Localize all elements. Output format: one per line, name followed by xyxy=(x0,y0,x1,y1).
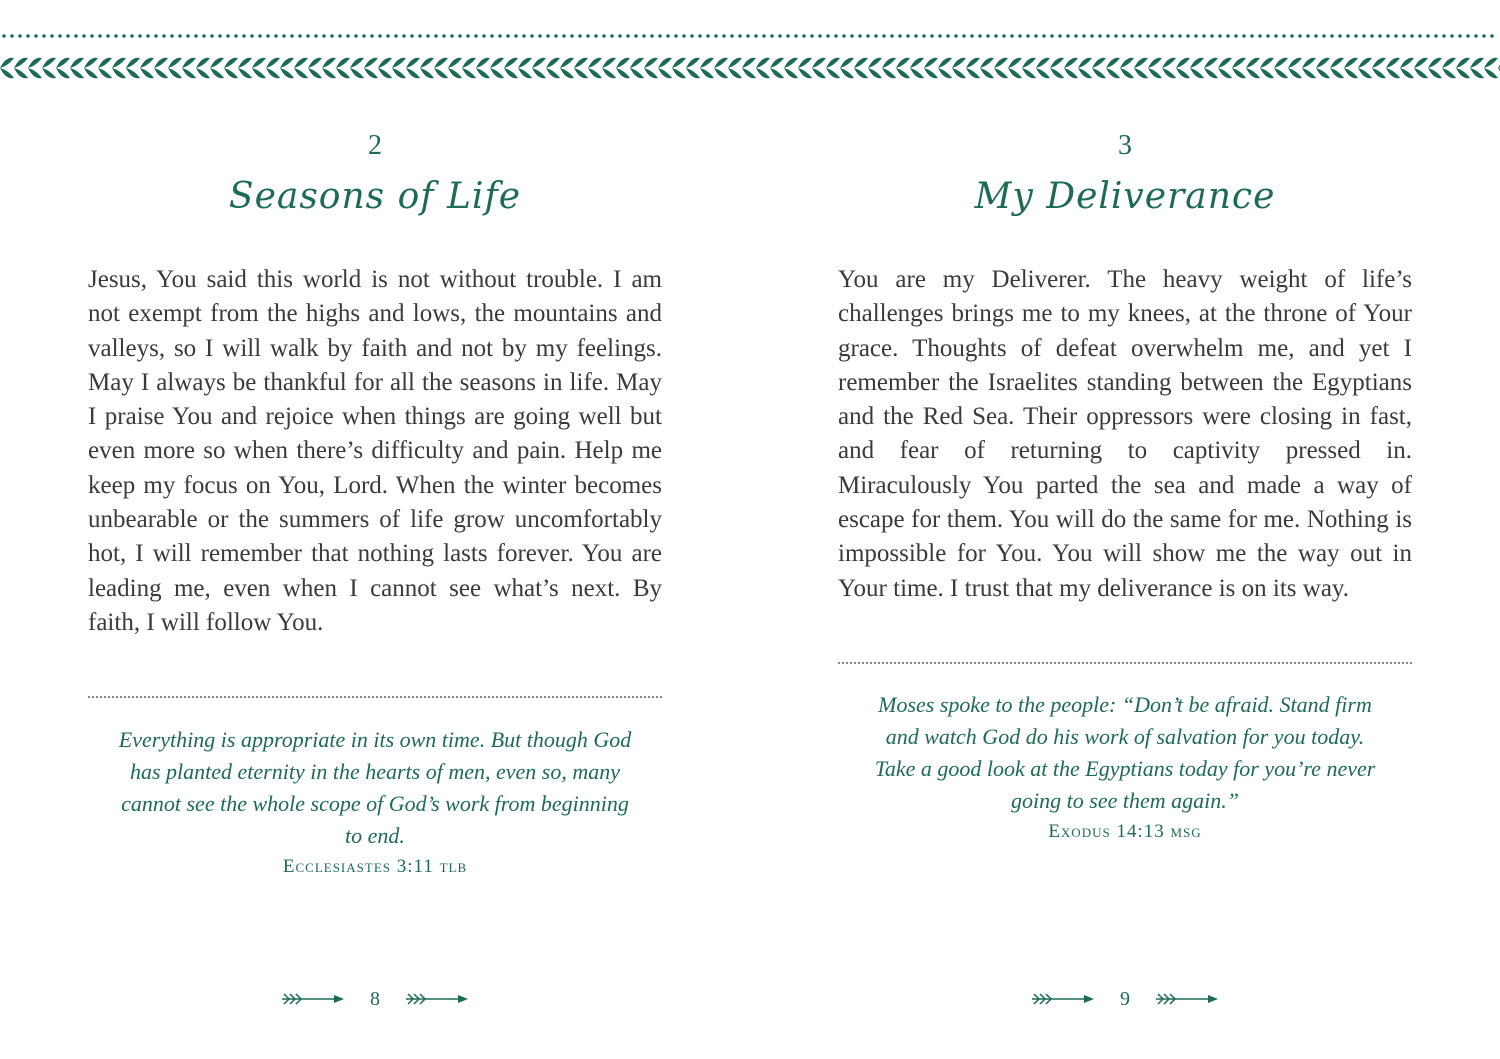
scripture-reference: Ecclesiastes 3:11 tlb xyxy=(282,856,468,877)
scripture-verse: Everything is appropriate in its own time. But though God has planted eternity in the hearts of men, even so, many cannot see the whole scope of God’s work from beginning to end. xyxy=(118,727,632,848)
chapter-number: 3 xyxy=(1118,130,1132,161)
feather-arrow-icon xyxy=(1030,991,1096,1007)
devotional-text: Jesus, You said this world is not without trouble. I am not exempt from the highs and lows, the mountains and valleys, so I will walk by faith and not by my feelings. May I always be thankful for all the seasons in life. May I praise You and rejoice when things are going well but even more so when there’s difficulty and pain. Help me keep my focus on You, Lord. When the winter becomes unbearable or the summers of life grow uncomfortably hot, I will remember that nothing lasts forever. You are leading me, even when I cannot see what’s next. By faith, I will follow You. xyxy=(88,266,662,636)
dotted-divider xyxy=(88,696,662,698)
left-page xyxy=(88,0,662,1059)
devotional-text: You are my Deliverer. The heavy weight of life’s challenges brings me to my knees, at the throne of Your grace. Thoughts of defeat overwhelm me, and yet I remember the Israelites standing between the Egyptians and the Red Sea. Their oppressors were closing in fast, and fear of returning to captivity pressed in. Miraculously You parted the sea and made a way of escape for them. You will do the same for me. Nothing is impossible for You. You will show me the way out in Your time. I trust that my deliverance is on its way. xyxy=(838,266,1412,602)
scripture-reference: Exodus 14:13 msg xyxy=(1048,821,1202,842)
page-number: 8 xyxy=(370,987,380,1010)
page-footer xyxy=(838,984,1412,1014)
dotted-divider xyxy=(838,662,1412,664)
chapter-title: Seasons of Life xyxy=(228,176,522,217)
scripture-verse: Moses spoke to the people: “Don’t be afraid. Stand firm and watch God do his work of salvation for you today. Take a good look at the Egyptians today for you’re never going to see them again.” xyxy=(874,692,1376,813)
feather-arrow-icon xyxy=(1154,991,1220,1007)
feather-arrow-icon xyxy=(280,991,346,1007)
chapter-title: My Deliverance xyxy=(974,176,1276,217)
page-number: 9 xyxy=(1120,987,1130,1010)
page-footer xyxy=(88,984,662,1014)
feather-arrow-icon xyxy=(404,991,470,1007)
right-page xyxy=(838,0,1412,1059)
chapter-number: 2 xyxy=(368,130,382,161)
